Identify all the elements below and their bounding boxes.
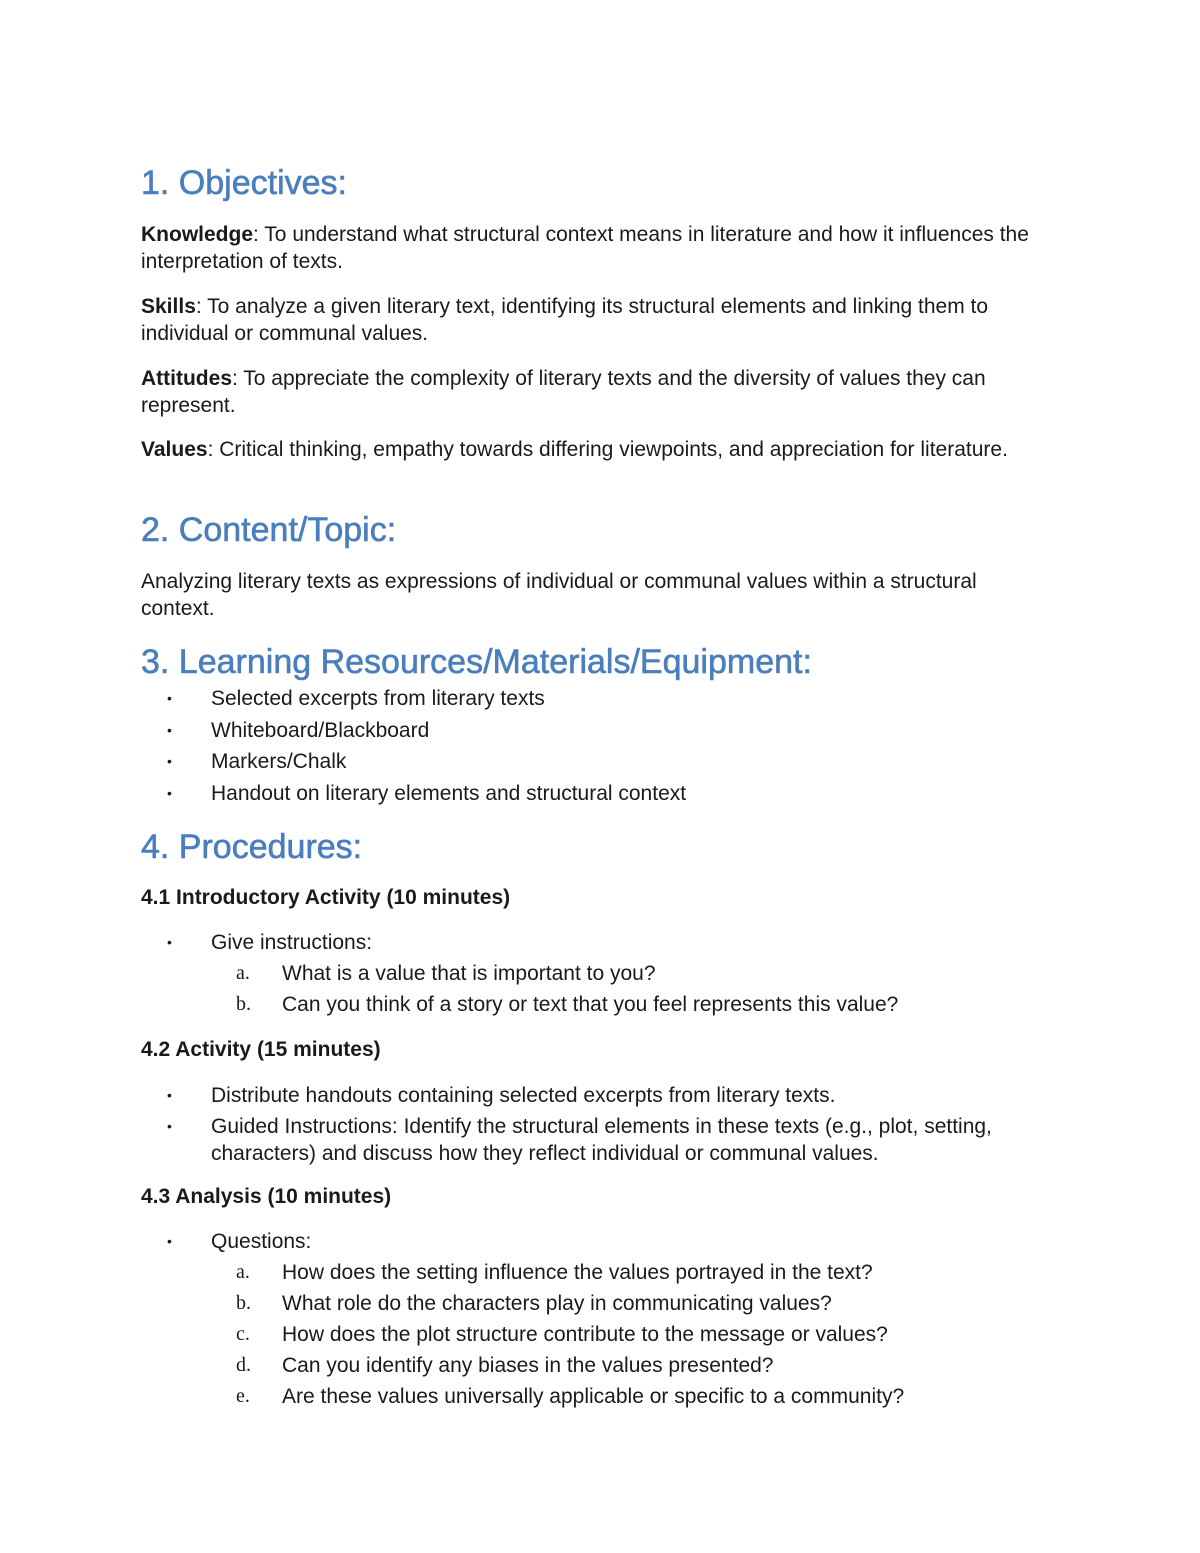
bullet-icon: • (167, 1087, 172, 1103)
resources-heading: 3. Learning Resources/Materials/Equipment: (141, 643, 812, 681)
intro-questions-list (141, 960, 1061, 1018)
list-item: • Markers/Chalk (167, 750, 347, 773)
intro-activity-list (141, 929, 1041, 956)
list-item: • Guided Instructions: Identify the structural elements in these texts (e.g., plot, setting, characters) and discuss how they reflect individual or communal values. (167, 1115, 992, 1165)
activity-list (141, 1082, 1061, 1167)
objective-knowledge (141, 221, 1041, 275)
list-marker: b. (236, 993, 251, 1015)
objective-skills (141, 293, 1041, 347)
bullet-icon: • (167, 722, 172, 738)
analysis-questions-list (141, 1259, 1061, 1410)
objective-attitudes (141, 365, 1056, 419)
objective-text: : To understand what structural context means in literature and how it influences the interpretation of texts. (141, 223, 1029, 273)
bullet-icon: • (167, 934, 172, 950)
objective-label: Skills (141, 295, 196, 318)
objective-label: Knowledge (141, 223, 254, 246)
bullet-icon: • (167, 690, 172, 706)
resources-list (141, 685, 1041, 807)
list-item: • Distribute handouts containing selected excerpts from literary texts. (167, 1084, 836, 1107)
list-marker: d. (236, 1354, 251, 1376)
list-marker: e. (236, 1385, 250, 1407)
list-item: • Give instructions: (167, 931, 373, 954)
list-item: a. What is a value that is important to you? (236, 962, 656, 985)
list-item: • Whiteboard/Blackboard (167, 719, 430, 742)
list-item: b. Can you think of a story or text that you feel represents this value? (236, 993, 899, 1016)
list-item: • Questions: (167, 1230, 312, 1253)
objective-text: : To appreciate the complexity of literary texts and the diversity of values they can represent. (141, 367, 986, 417)
objectives-heading: 1. Objectives: (141, 164, 347, 202)
list-item: a. How does the setting influence the values portrayed in the text? (236, 1261, 873, 1284)
activity-title: 4.2 Activity (15 minutes) (141, 1038, 381, 1061)
list-item: • Selected excerpts from literary texts (167, 687, 545, 710)
bullet-icon: • (167, 785, 172, 801)
analysis-list (141, 1228, 1041, 1255)
bullet-icon: • (167, 1233, 172, 1249)
list-item: • Handout on literary elements and structural context (167, 782, 687, 805)
list-marker: a. (236, 1261, 250, 1283)
list-item: b. What role do the characters play in communicating values? (236, 1292, 832, 1315)
objective-label: Attitudes (141, 367, 232, 390)
objective-text: : To analyze a given literary text, identifying its structural elements and linking them to individual or communal values. (141, 295, 989, 345)
intro-activity-title: 4.1 Introductory Activity (10 minutes) (141, 886, 511, 909)
content-heading: 2. Content/Topic: (141, 511, 397, 549)
objective-values (141, 436, 1041, 463)
list-item: d. Can you identify any biases in the values presented? (236, 1354, 774, 1377)
list-item: c. How does the plot structure contribute to the message or values? (236, 1323, 888, 1346)
analysis-title: 4.3 Analysis (10 minutes) (141, 1185, 392, 1208)
list-marker: b. (236, 1292, 251, 1314)
bullet-icon: • (167, 753, 172, 769)
content-text: Analyzing literary texts as expressions of individual or communal values within a structural context. (141, 570, 977, 620)
bullet-icon: • (167, 1118, 172, 1134)
objective-text: : Critical thinking, empathy towards differing viewpoints, and appreciation for literature. (207, 438, 1008, 461)
objective-label: Values (141, 438, 208, 461)
list-marker: c. (236, 1323, 250, 1345)
list-marker: a. (236, 962, 250, 984)
list-item: e. Are these values universally applicable or specific to a community? (236, 1385, 905, 1408)
procedures-heading: 4. Procedures: (141, 828, 363, 866)
